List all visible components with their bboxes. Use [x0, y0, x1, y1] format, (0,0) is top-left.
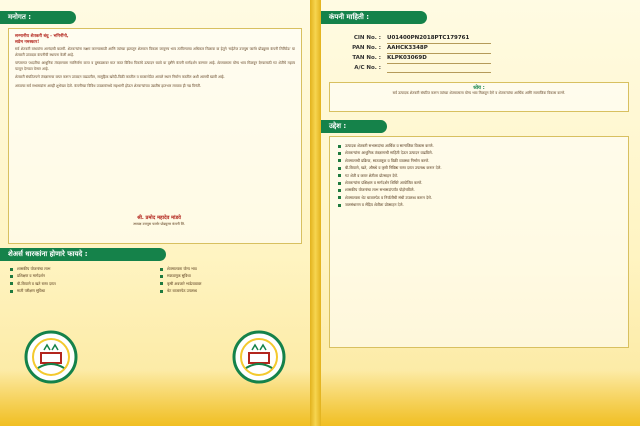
- vision-box: [329, 82, 629, 112]
- message-header: [0, 11, 76, 24]
- benefit-item: कृषी अवजारे भाडेतत्वावर: [160, 281, 300, 286]
- message-paragraph-1: सर्व शेतकरी बांधवांना आनंदाची बातमी. शेतकऱ्यांना सक्षम करण्यासाठी आणि त्यांच्या हातातून शेतमाल विकला जावूनच भाव ठरविण्याचा अधिकार मिळावा या हेतूने ‘सहेतेज उत्तपुस फार्मर प्रोड्युसर कंपनी लिमिटेड’ या शेतकरी उत्पादक कंपनीची स्थापना केली आहे.: [15, 47, 295, 57]
- benefit-item: बी-बियाणे व खते रास्त दरात: [10, 281, 150, 286]
- left-panel: [0, 0, 310, 426]
- signer-title: अध्यक्ष उत्तपुस फार्मर प्रोड्युसर कंपनी लि.: [132, 222, 186, 226]
- objectives-box: [329, 136, 629, 348]
- objective-item: बी-बियाणे, खते, औषधे व कृषी निविष्ठा रास्त दरात उपलब्ध करून देणे.: [338, 165, 620, 170]
- objective-item: गट शेती व करार शेतीला प्रोत्साहन देणे.: [338, 173, 620, 178]
- objective-item: उत्पादक शेतकरी सभासदांचा आर्थिक व सामाजिक विकास करणे.: [338, 143, 620, 148]
- objectives-list: [338, 143, 620, 210]
- vision-text: सर्व उत्पादक शेतकरी संघटित करून त्यांच्या शेतमालाला योग्य भाव मिळवून देणे व शेतकऱ्यांचा आर्थिक आणि सामाजिक विकास करणे.: [392, 91, 566, 95]
- footer-band-right: [321, 370, 640, 426]
- message-paragraph-3: शेतकरी संघटितपणे तंत्रज्ञानाचा वापर करून उत्पादन वाढवतील, सामूहिक खरेदी-विक्री करतील व बाजारपेठेत आपले स्थान निर्माण करतील अशी आमची खात्री आहे.: [15, 75, 225, 79]
- benefit-item: साठवणूक सुविधा: [160, 273, 300, 278]
- company-info-table: [341, 34, 491, 73]
- fold-divider: [310, 0, 321, 426]
- info-row-account: A/C No. :: [341, 64, 491, 73]
- info-row-tan: TAN No. : KLPK03069D: [341, 54, 491, 64]
- objective-item: शेतमालाची प्रक्रिया, साठवणूक व विक्री व्यवस्था निर्माण करणे.: [338, 158, 620, 163]
- benefits-list-2: [160, 266, 300, 296]
- objective-item: शेतमालाला थेट बाजारपेठ व निर्यातीची संधी उपलब्ध करून देणे.: [338, 195, 620, 200]
- info-row-cin: CIN No. : U01400PN2018PTC179761: [341, 34, 491, 44]
- benefit-item: थेट बाजारपेठ उपलब्ध: [160, 288, 300, 293]
- objectives-title: उद्देश :: [329, 122, 347, 130]
- benefit-item: माती परीक्षण सुविधा: [10, 288, 150, 293]
- company-title: कंपनी माहिती :: [329, 13, 370, 21]
- greeting: सन्मानीय शेतकरी बंधु - भगिनींनो, सप्रेम नमस्कार!: [15, 34, 69, 45]
- message-paragraph-2: परंपरागत पध्दतीचा आधुनिक तंत्रज्ञानाला नवनिर्माण करत व दुष्काळावर मात करत विविध पिकांचे उत्पादन घ्यावे या दृष्टीने कंपनी मार्गदर्शन करणार आहे. शेतमालाला योग्य भाव मिळवून देण्यासाठी गट शेतीचे महत्त्व पटवून देण्यात येणार आहे.: [15, 61, 295, 71]
- objectives-header: [321, 120, 387, 133]
- signature-block: [99, 215, 219, 227]
- info-row-pan: PAN No. : AAHCK3348P: [341, 44, 491, 54]
- message-title: मनोगत :: [8, 13, 32, 21]
- company-header: [321, 11, 427, 24]
- message-paragraph-4: आपल्या सर्व सभासदांना आम्ही शुभेच्छा देतो. कंपनीच्या विविध उपक्रमांमध्ये सहभागी होऊन शेतकऱ्यांच्या उन्नतीस हातभार लावावा ही नम्र विनंती.: [15, 83, 202, 88]
- company-logo-left: [24, 330, 78, 384]
- benefit-item: शासकीय योजनांचा लाभ: [10, 266, 150, 271]
- benefit-item: शेतमालाला योग्य भाव: [160, 266, 300, 271]
- signer-name: श्री. प्रमोद महादेव मांडवे: [137, 215, 181, 221]
- message-box: [8, 28, 302, 244]
- objective-item: शेतकऱ्यांना आधुनिक तंत्रज्ञानाची माहिती देऊन उत्पादन वाढविणे.: [338, 150, 620, 155]
- objective-item: शेतकऱ्यांना प्रशिक्षण व मार्गदर्शन शिबिरे आयोजित करणे.: [338, 180, 620, 185]
- objective-item: जलसंधारण व सेंद्रिय शेतीला प्रोत्साहन देणे.: [338, 202, 620, 207]
- company-logo-left-2: [232, 330, 286, 384]
- benefits-title: शेअर्स धारकांना होणारे फायदे :: [8, 250, 88, 258]
- vision-title: ध्येय :: [473, 85, 485, 91]
- right-panel: [321, 0, 640, 426]
- objective-item: शासकीय योजनांचा लाभ सभासदांपर्यंत पोहोचविणे.: [338, 187, 620, 192]
- benefits-header: [0, 248, 166, 261]
- benefit-item: प्रशिक्षण व मार्गदर्शन: [10, 273, 150, 278]
- benefits-list-1: [10, 266, 150, 296]
